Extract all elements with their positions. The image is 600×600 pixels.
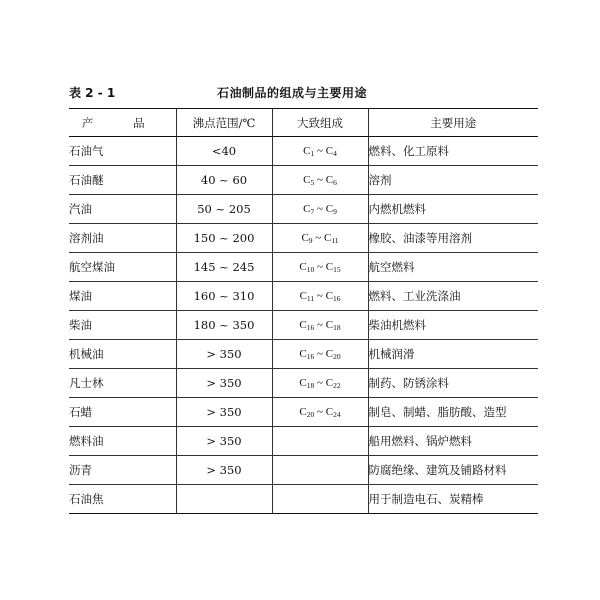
carbon-count-from: 1: [310, 148, 315, 158]
carbon-count-from: 20: [306, 409, 315, 419]
main-use: 机械润滑: [368, 340, 538, 369]
carbon-count-from: 16: [306, 351, 315, 361]
table-row: [69, 485, 538, 514]
carbon-symbol: C: [299, 318, 307, 331]
composition: [272, 369, 368, 398]
product-name: 煤油: [69, 282, 176, 311]
composition: [272, 456, 368, 485]
product-name: 溶剂油: [69, 224, 176, 253]
boiling-range: 145 ~ 245: [176, 253, 272, 282]
product-name: 石油气: [69, 137, 176, 166]
carbon-symbol: C: [325, 173, 334, 186]
table-row: [69, 311, 538, 340]
carbon-count-to: 9: [333, 206, 337, 216]
carbon-symbol: C: [325, 318, 334, 331]
boiling-range: 50 ~ 205: [176, 195, 272, 224]
table-number: 表 2 - 1: [69, 86, 116, 100]
table-row: [69, 282, 538, 311]
table-row: [69, 340, 538, 369]
composition: [272, 427, 368, 456]
boiling-range: <40: [176, 137, 272, 166]
range-separator: ~: [314, 347, 326, 360]
carbon-count-from: 11: [306, 293, 315, 303]
boiling-range: > 350: [176, 427, 272, 456]
main-use: 航空燃料: [368, 253, 538, 282]
product-name: 航空煤油: [69, 253, 176, 282]
main-use: 船用燃料、锅炉燃料: [368, 427, 538, 456]
boiling-range: [176, 485, 272, 514]
table-row: [69, 398, 538, 427]
petroleum-products-table: [69, 108, 538, 514]
boiling-range: 40 ~ 60: [176, 166, 272, 195]
boiling-range: 150 ~ 200: [176, 224, 272, 253]
carbon-count-to: 20: [333, 351, 341, 361]
table-row: [69, 253, 538, 282]
main-use: 柴油机燃料: [368, 311, 538, 340]
carbon-symbol: C: [325, 347, 334, 360]
carbon-count-from: 10: [306, 264, 315, 274]
carbon-symbol: C: [325, 405, 334, 418]
boiling-range: > 350: [176, 340, 272, 369]
header-composition: 大致组成: [272, 109, 368, 137]
carbon-count-to: 4: [333, 148, 337, 158]
product-name: 沥青: [69, 456, 176, 485]
main-use: 橡胶、油漆等用溶剂: [368, 224, 538, 253]
main-use: 燃料、工业洗涤油: [368, 282, 538, 311]
composition: [272, 195, 368, 224]
range-separator: ~: [314, 318, 326, 331]
carbon-symbol: C: [325, 376, 334, 389]
range-separator: ~: [314, 173, 326, 186]
carbon-count-from: 7: [310, 206, 315, 216]
composition: [272, 137, 368, 166]
carbon-symbol: C: [299, 260, 307, 273]
range-separator: ~: [314, 144, 326, 157]
table-row: [69, 427, 538, 456]
composition: [272, 485, 368, 514]
boiling-range: 180 ~ 350: [176, 311, 272, 340]
composition: [272, 311, 368, 340]
carbon-count-to: 11: [331, 235, 339, 245]
carbon-symbol: C: [299, 376, 307, 389]
carbon-count-from: 16: [306, 322, 315, 332]
carbon-count-from: 18: [306, 380, 315, 390]
product-name: 石蜡: [69, 398, 176, 427]
range-separator: ~: [314, 260, 326, 273]
boiling-range: 160 ~ 310: [176, 282, 272, 311]
header-row: [69, 109, 538, 137]
product-name: 柴油: [69, 311, 176, 340]
carbon-symbol: C: [325, 260, 334, 273]
carbon-symbol: C: [301, 231, 309, 244]
carbon-count-to: 16: [332, 293, 341, 303]
main-use: 制药、防锈涂料: [368, 369, 538, 398]
product-name: 机械油: [69, 340, 176, 369]
header-main-use: 主要用途: [368, 109, 538, 137]
boiling-range: > 350: [176, 456, 272, 485]
range-separator: ~: [314, 405, 326, 418]
range-separator: ~: [314, 289, 326, 302]
table-row: [69, 369, 538, 398]
boiling-range: > 350: [176, 398, 272, 427]
table-row: [69, 195, 538, 224]
range-separator: ~: [314, 376, 326, 389]
table-row: [69, 166, 538, 195]
product-name: 汽油: [69, 195, 176, 224]
carbon-count-to: 18: [333, 322, 341, 332]
composition: [272, 398, 368, 427]
main-use: 防腐绝缘、建筑及铺路材料: [368, 456, 538, 485]
table-row: [69, 224, 538, 253]
product-name: 凡士林: [69, 369, 176, 398]
carbon-symbol: C: [303, 173, 311, 186]
composition: [272, 253, 368, 282]
carbon-symbol: C: [325, 202, 334, 215]
composition: [272, 282, 368, 311]
carbon-count-from: 5: [310, 177, 315, 187]
carbon-count-to: 6: [333, 177, 337, 187]
product-name: 石油醚: [69, 166, 176, 195]
carbon-symbol: C: [303, 202, 311, 215]
product-name: 石油焦: [69, 485, 176, 514]
main-use: 制皂、制蜡、脂肪酸、造型: [368, 398, 538, 427]
product-name: 燃料油: [69, 427, 176, 456]
header-boiling-range: 沸点范围/℃: [176, 109, 272, 137]
carbon-symbol: C: [299, 289, 307, 302]
main-use: 内燃机燃料: [368, 195, 538, 224]
table-row: [69, 137, 538, 166]
composition: [272, 340, 368, 369]
range-separator: ~: [312, 231, 324, 244]
carbon-count-to: 15: [333, 264, 341, 274]
carbon-symbol: C: [323, 231, 332, 244]
carbon-symbol: C: [303, 144, 311, 157]
boiling-range: > 350: [176, 369, 272, 398]
carbon-symbol: C: [299, 405, 307, 418]
carbon-count-to: 22: [333, 380, 341, 390]
main-use: 燃料、化工原料: [368, 137, 538, 166]
carbon-symbol: C: [325, 144, 334, 157]
main-use: 溶剂: [368, 166, 538, 195]
carbon-count-to: 24: [333, 409, 341, 419]
table-row: [69, 456, 538, 485]
carbon-symbol: C: [325, 289, 333, 302]
main-use: 用于制造电石、炭精棒: [368, 485, 538, 514]
composition: [272, 166, 368, 195]
carbon-symbol: C: [299, 347, 307, 360]
composition: [272, 224, 368, 253]
table-caption: [69, 84, 539, 102]
range-separator: ~: [314, 202, 326, 215]
header-product: 产 品: [69, 109, 176, 137]
carbon-count-from: 9: [308, 235, 313, 245]
table-title: 石油制品的组成与主要用途: [217, 86, 368, 100]
table-body: [69, 137, 538, 514]
